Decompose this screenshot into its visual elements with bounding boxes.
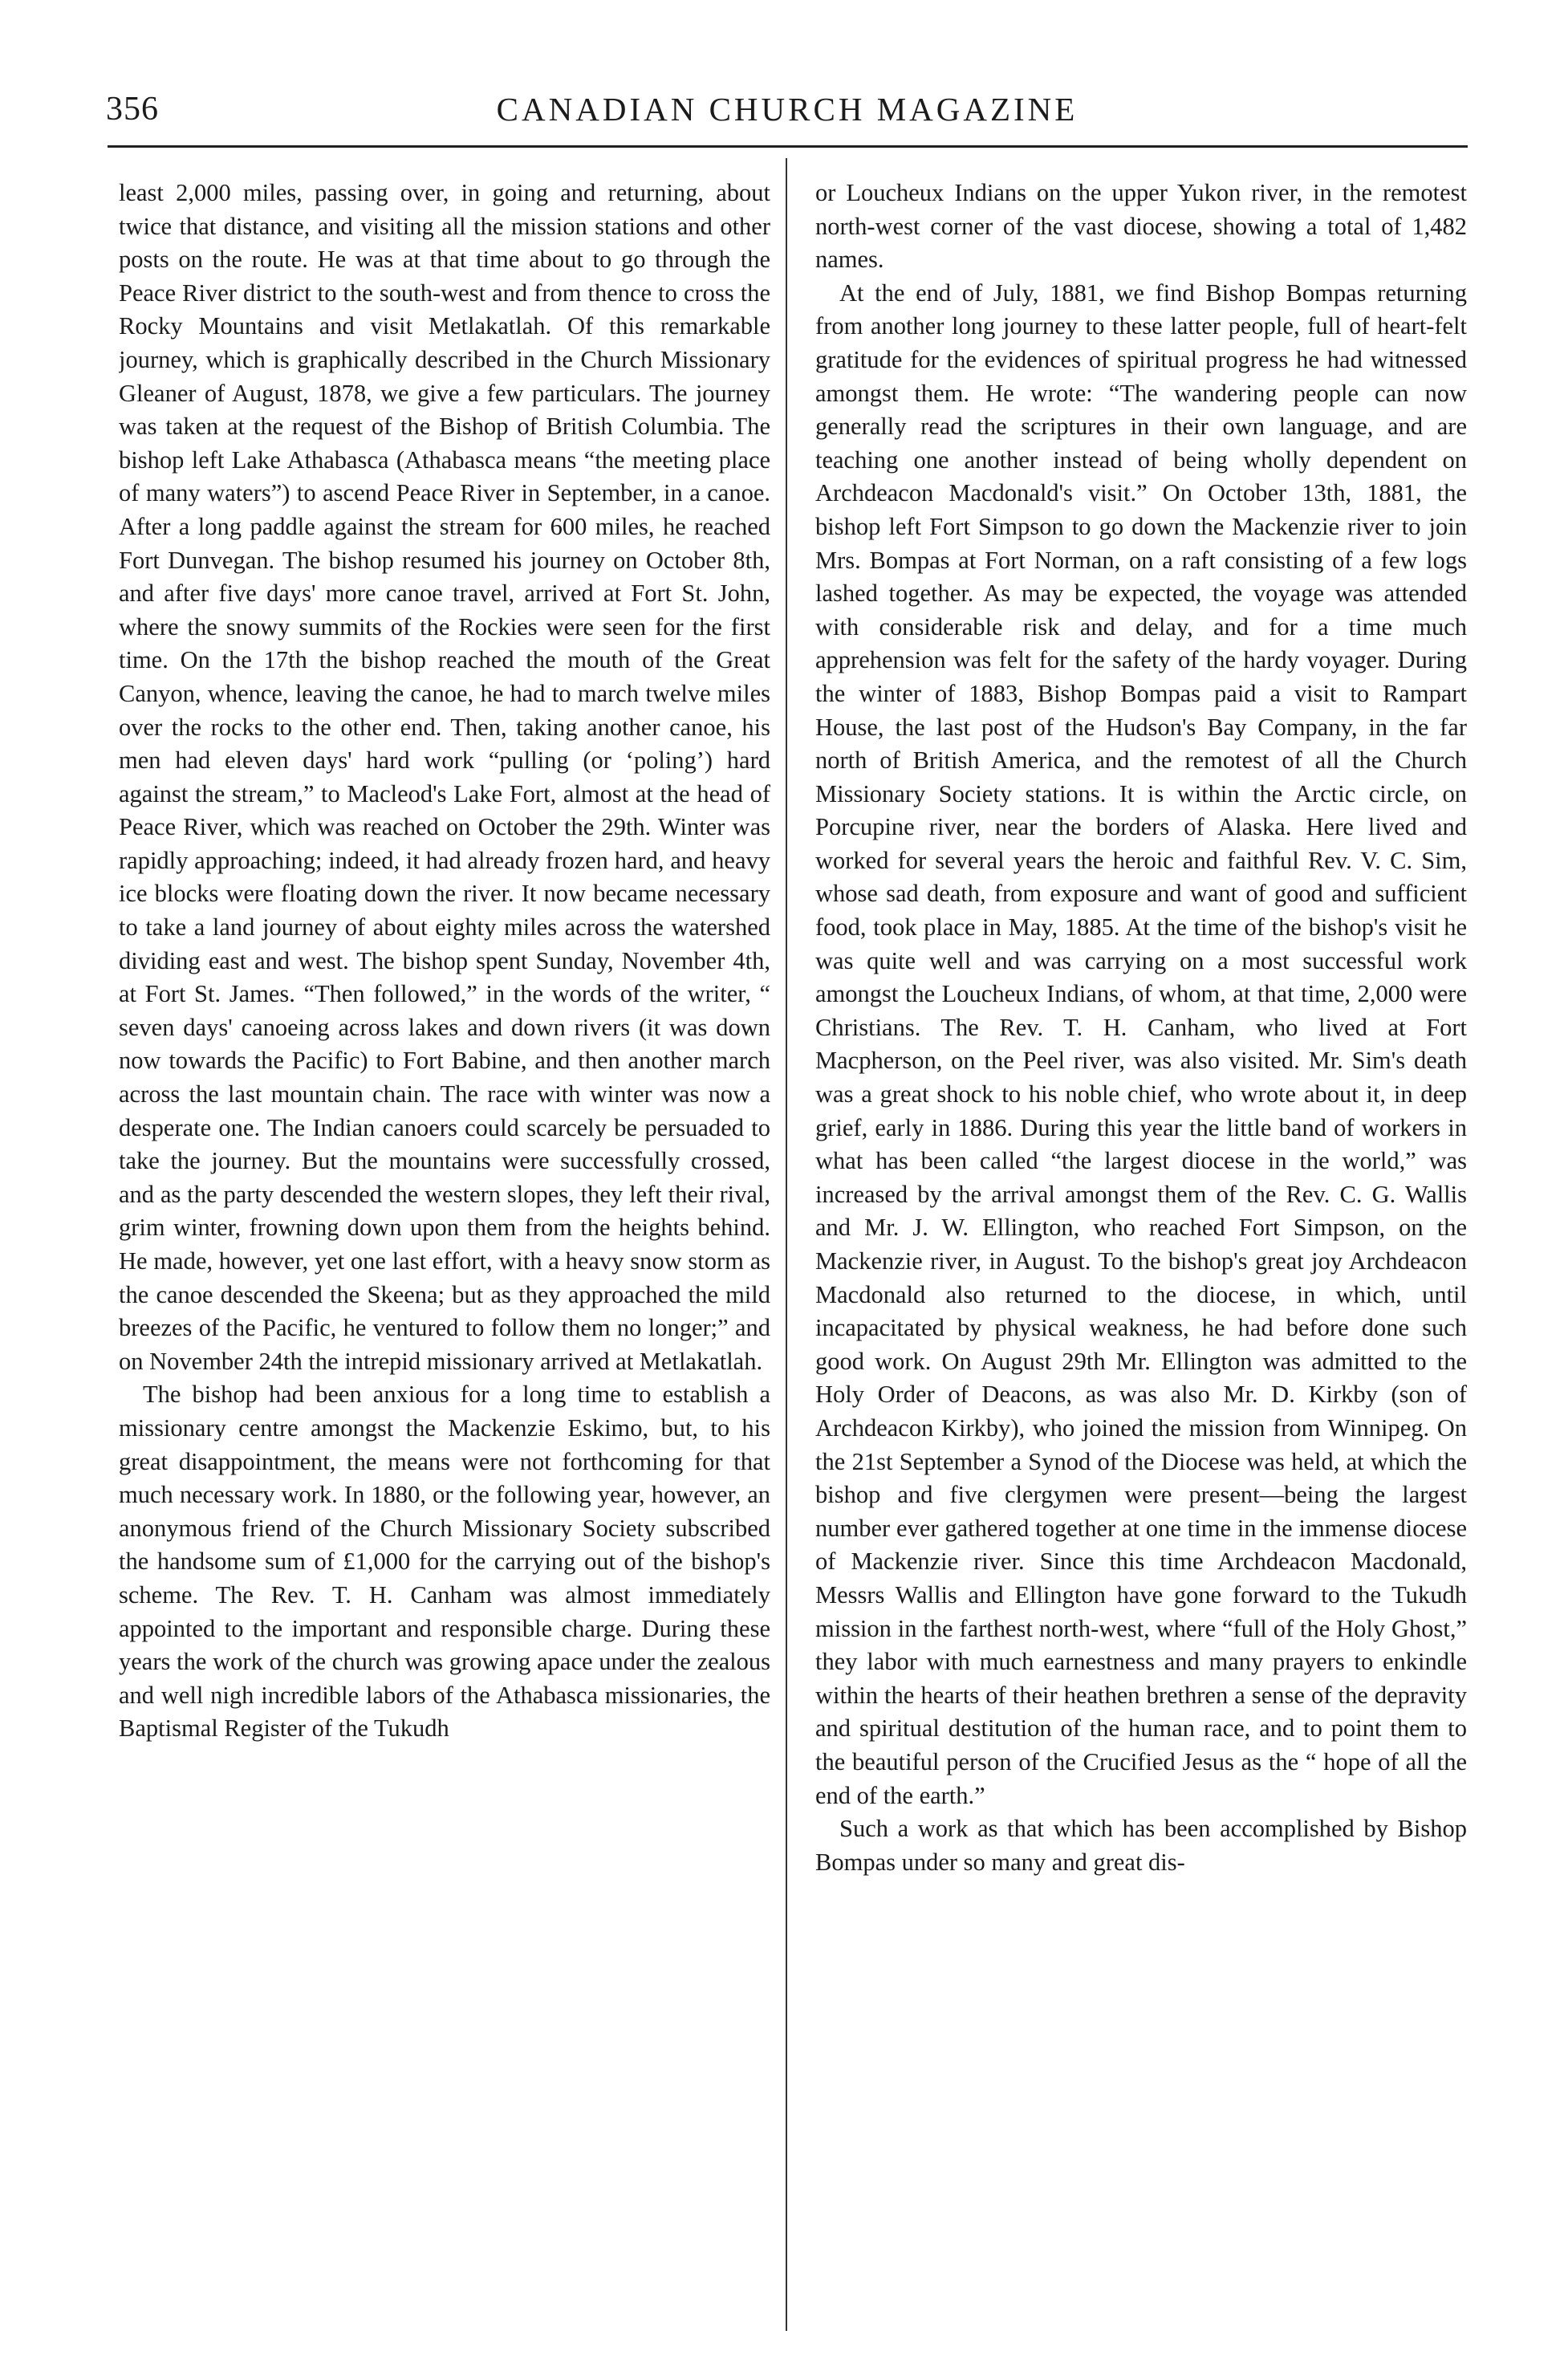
left-paragraph-1: least 2,000 miles, passing over, in going and returning, about twice that distance, and visiting all the mission stations and other posts on the route. He was at that time about to go through the Peace River district to the south-west and from thence to cross the Rocky Mountains and visit Metlakatlah. Of this remarkable journey, which is graphically described in the Church Missionary Gleaner of August, 1878, we give a few particulars. The journey was taken at the request of the Bishop of British Columbia. The bishop left Lake Athabasca (Athabasca means “the meeting place of many waters”) to ascend Peace River in September, in a canoe. After a long paddle against the stream for 600 miles, he reached Fort Dunvegan. The bishop resumed his journey on October 8th, and after five days' more canoe travel, arrived at Fort St. John, where the snowy summits of the Rockies were seen for the first time. On the 17th the bishop reached the mouth of the Great Canyon, whence, leaving the canoe, he had to march twelve miles over the rocks to the other end. Then, taking another canoe, his men had eleven days' hard work “pulling (or ‘poling’) hard against the stream,” to Macleod's Lake Fort, almost at the head of Peace River, which was reached on October the 29th. Winter was rapidly approaching; indeed, it had already frozen hard, and heavy ice blocks were floating down the river. It now became necessary to take a land journey of about eighty miles across the watershed dividing east and west. The bishop spent Sunday, November 4th, at Fort St. James. “Then followed,” in the words of the writer, “ seven days' canoeing across lakes and down rivers (it was down now towards the Pacific) to Fort Babine, and then another march across the last mountain chain. The race with winter was now a desperate one. The Indian canoers could scarcely be persuaded to take the journey. But the mountains were successfully crossed, and as the party descended the western slopes, they left their rival, grim winter, frowning down upon them from the heights behind. He made, however, yet one last effort, with a heavy snow storm as the canoe descended the Skeena; but as they approached the mild breezes of the Pacific, he ventured to follow them no longer;” and on November 24th the intrepid missionary arrived at Metlakatlah.	[119, 179, 770, 1375]
page-number: 356	[106, 91, 159, 128]
left-paragraph-2: The bishop had been anxious for a long time to establish a missionary centre amongst the Mackenzie Eskimo, but, to his great disappointment, the means were not forthcoming for that much necessary work. In 1880, or the following year, however, an anonymous friend of the Church Missionary Society subscribed the handsome sum of £1,000 for the carrying out of the bishop's scheme. The Rev. T. H. Canham was almost immediately appointed to the important and responsible charge. During these years the work of the church was growing apace under the zealous and well nigh incredible labors of the Athabasca missionaries, the Baptismal Register of the Tukudh	[119, 1381, 770, 1743]
right-column	[815, 177, 1467, 2312]
page-header	[106, 90, 1468, 138]
left-column	[119, 177, 770, 2312]
right-paragraph-1: or Loucheux Indians on the upper Yukon river, in the remotest north-west corner of the vast diocese, showing a total of 1,482 names.	[815, 179, 1467, 274]
right-paragraph-3: Such a work as that which has been accomplished by Bishop Bompas under so many and great dis-	[815, 1815, 1467, 1876]
right-paragraph-2: At the end of July, 1881, we find Bishop Bompas returning from another long journey to these latter people, full of heart-felt gratitude for the evidences of spiritual progress he had witnessed amongst them. He wrote: “The wandering people can now generally read the scriptures in their own language, and are teaching one another instead of being wholly dependent on Archdeacon Macdonald's visit.” On October 13th, 1881, the bishop left Fort Simpson to go down the Mackenzie river to join Mrs. Bompas at Fort Norman, on a raft consisting of a few logs lashed together. As may be expected, the voyage was attended with considerable risk and delay, and for a time much apprehension was felt for the safety of the hardy voyager. During the winter of 1883, Bishop Bompas paid a visit to Rampart House, the last post of the Hudson's Bay Company, in the far north of British America, and the remotest of all the Church Missionary Society stations. It is within the Arctic circle, on Porcupine river, near the borders of Alaska. Here lived and worked for several years the heroic and faithful Rev. V. C. Sim, whose sad death, from exposure and want of good and sufficient food, took place in May, 1885. At the time of the bishop's visit he was quite well and was carrying on a most successful work amongst the Loucheux Indians, of whom, at that time, 2,000 were Christians. The Rev. T. H. Canham, who lived at Fort Macpherson, on the Peel river, was also visited. Mr. Sim's death was a great shock to his noble chief, who wrote about it, in deep grief, early in 1886. During this year the little band of workers in what has been called “the largest diocese in the world,” was increased by the arrival amongst them of the Rev. C. G. Wallis and Mr. J. W. Ellington, who reached Fort Simpson, on the Mackenzie river, in August. To the bishop's great joy Archdeacon Macdonald also returned to the diocese, in which, until incapacitated by physical weakness, he had before done such good work. On August 29th Mr. Ellington was admitted to the Holy Order of Deacons, as was also Mr. D. Kirkby (son of Archdeacon Kirkby), who joined the mission from Winnipeg. On the 21st September a Synod of the Diocese was held, at which the bishop and five clergymen were present—being the largest number ever gathered together at one time in the immense diocese of Mackenzie river. Since this time Archdeacon Macdonald, Messrs Wallis and Ellington have gone forward to the Tukudh mission in the farthest north-west, where “full of the Holy Ghost,” they labor with much earnestness and many prayers to enkindle within the hearts of their heathen brethren a sense of the depravity and spiritual destitution of the human race, and to point them to the beautiful person of the Crucified Jesus as the “ hope of all the end of the earth.”	[815, 279, 1467, 1809]
column-divider	[786, 158, 787, 2331]
header-rule	[108, 145, 1468, 148]
running-title: CANADIAN CHURCH MAGAZINE	[496, 91, 1079, 128]
